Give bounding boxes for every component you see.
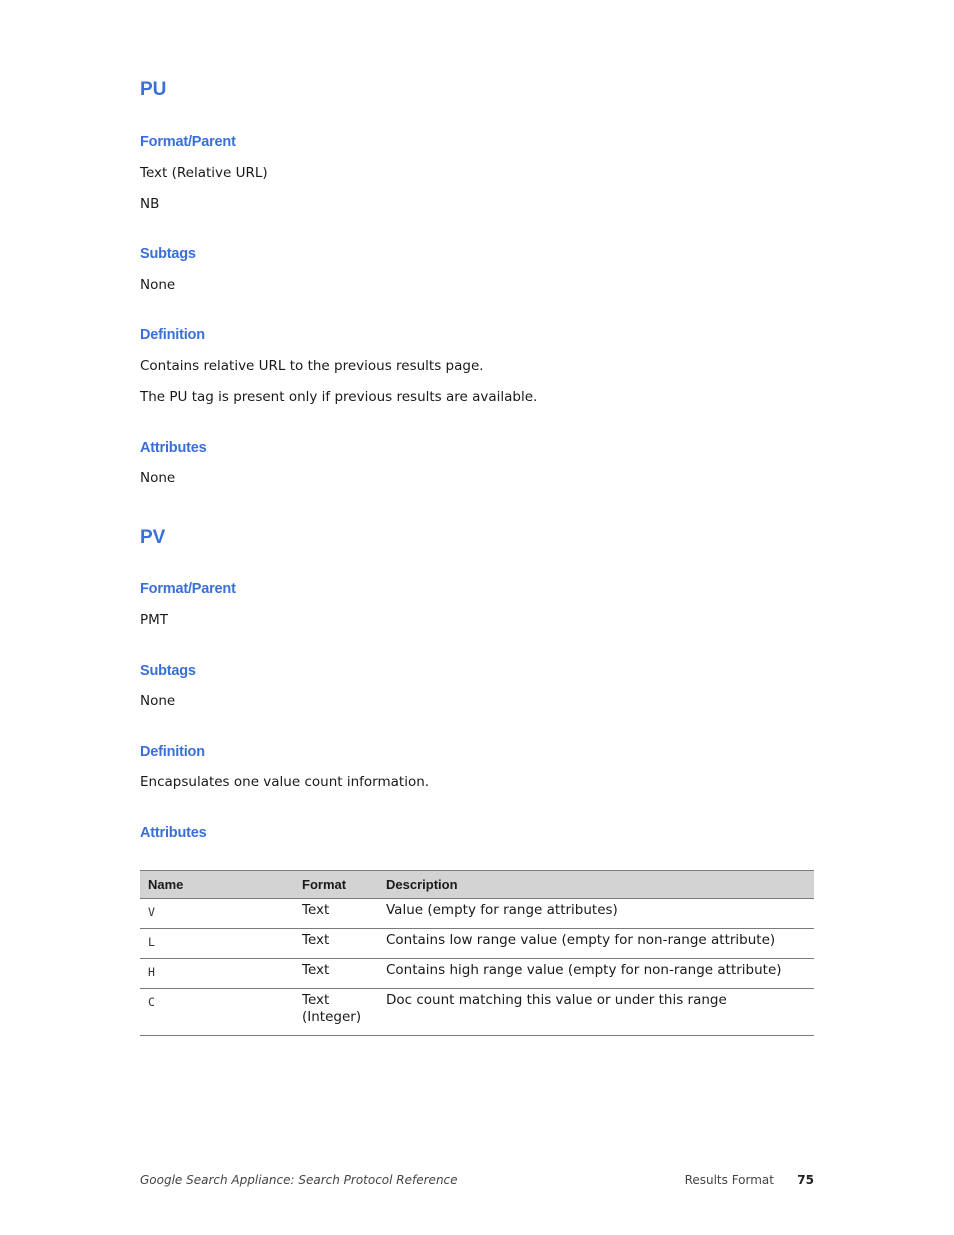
attribute-description: Doc count matching this value or under this range xyxy=(378,989,814,1036)
heading-subtags: Subtags xyxy=(140,663,196,679)
attribute-name: H xyxy=(140,959,294,989)
attribute-format-detail: (Integer) xyxy=(302,1009,362,1025)
column-header-name: Name xyxy=(140,871,294,899)
heading-subtags: Subtags xyxy=(140,246,196,262)
attribute-name: L xyxy=(140,929,294,959)
definition-line: Encapsulates one value count information. xyxy=(140,774,430,790)
attribute-description: Value (empty for range attributes) xyxy=(378,899,814,929)
format-line: Text (Relative URL) xyxy=(140,165,268,181)
column-header-format: Format xyxy=(294,871,378,899)
definition-line: Contains relative URL to the previous results page. xyxy=(140,358,484,374)
section-title-pv: PV xyxy=(140,527,166,548)
definition-line: The PU tag is present only if previous results are available. xyxy=(140,389,538,405)
subtags-value: None xyxy=(140,693,176,709)
attribute-name: V xyxy=(140,899,294,929)
section-title-pu: PU xyxy=(140,79,167,100)
parent-line: NB xyxy=(140,196,160,212)
attribute-format: Text xyxy=(294,959,378,989)
footer-section-name: Results Format xyxy=(684,1173,774,1187)
parent-line: PMT xyxy=(140,612,169,628)
attribute-format: Text xyxy=(302,992,330,1008)
attribute-format-cell xyxy=(294,989,378,1036)
table-row xyxy=(140,959,814,989)
attribute-description: Contains high range value (empty for non-range attribute) xyxy=(378,959,814,989)
heading-format-parent: Format/Parent xyxy=(140,134,236,150)
attribute-description: Contains low range value (empty for non-range attribute) xyxy=(378,929,814,959)
table-row xyxy=(140,989,814,1036)
footer-document-title: Google Search Appliance: Search Protocol Reference xyxy=(140,1173,458,1187)
attribute-format: Text xyxy=(294,899,378,929)
attributes-table xyxy=(140,870,814,1036)
heading-definition: Definition xyxy=(140,744,205,760)
attribute-name: C xyxy=(140,989,294,1036)
attributes-value: None xyxy=(140,470,176,486)
column-header-description: Description xyxy=(378,871,814,899)
attribute-format: Text xyxy=(294,929,378,959)
footer-page-number: 75 xyxy=(797,1173,814,1187)
heading-attributes: Attributes xyxy=(140,825,207,841)
heading-attributes: Attributes xyxy=(140,440,207,456)
table-row xyxy=(140,929,814,959)
heading-format-parent: Format/Parent xyxy=(140,581,236,597)
subtags-value: None xyxy=(140,277,176,293)
table-row xyxy=(140,899,814,929)
heading-definition: Definition xyxy=(140,327,205,343)
table-header-row xyxy=(140,871,814,899)
